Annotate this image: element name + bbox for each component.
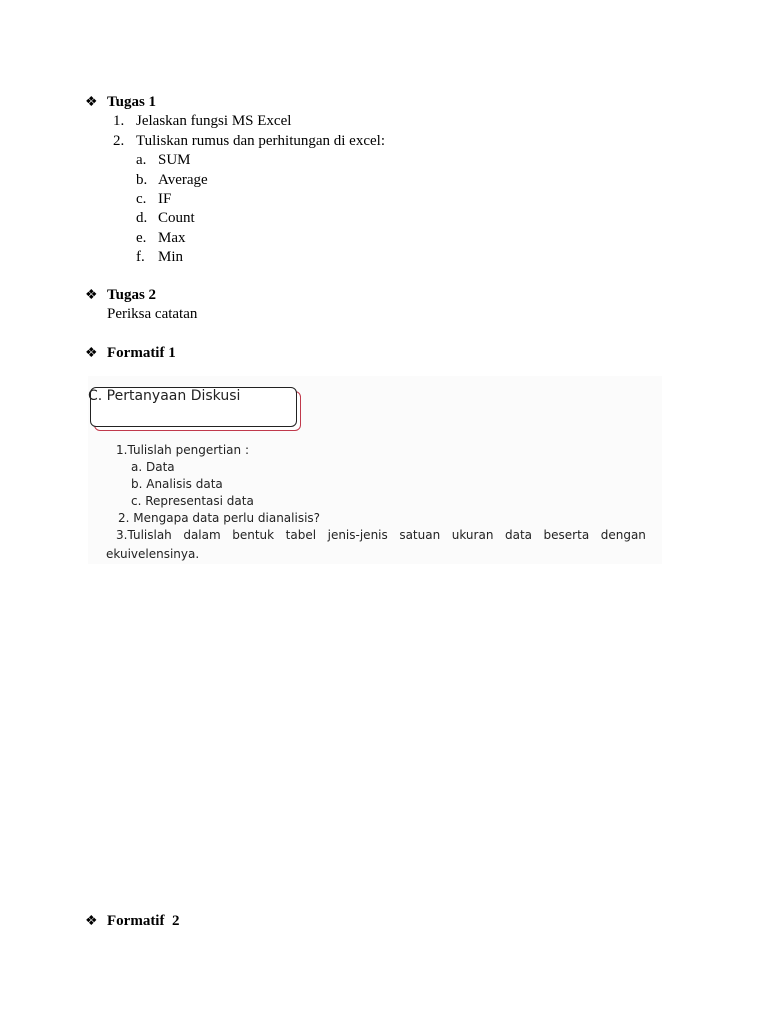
question-3-word: beserta [543, 528, 590, 542]
sublist-item: Min [158, 249, 184, 265]
sublist-item: SUM [158, 152, 191, 168]
sublist-item-marker: a. [136, 152, 147, 168]
question-3-word: data [504, 528, 532, 542]
question-3-word: tabel [285, 528, 317, 542]
sublist-item: Average [158, 172, 208, 188]
sublist-item-marker: f. [136, 249, 145, 265]
question-3-end: ekuivelensinya. [106, 547, 200, 561]
list-item-marker: 1. [113, 113, 125, 129]
question-3-word: satuan [399, 528, 441, 542]
question-3-line [116, 527, 646, 544]
question-1: 1.Tulislah pengertian : [116, 443, 249, 457]
section-body: Periksa catatan [107, 306, 198, 322]
diamond-bullet-icon: ❖ [85, 346, 98, 361]
section-title-formatif-1: Formatif 1 [107, 345, 176, 361]
question-3-word: bentuk [232, 528, 275, 542]
diamond-bullet-icon: ❖ [85, 914, 98, 929]
question-2: 2. Mengapa data perlu dianalisis? [118, 511, 321, 525]
sublist-item-marker: d. [136, 210, 148, 226]
diamond-bullet-icon: ❖ [85, 95, 98, 110]
diamond-bullet-icon: ❖ [85, 288, 98, 303]
question-1a: a. Data [131, 460, 175, 474]
sublist-item: IF [158, 191, 172, 207]
question-3-word: dalam [183, 528, 221, 542]
list-item-marker: 2. [113, 133, 125, 149]
sublist-item: Count [158, 210, 195, 226]
embedded-image [88, 376, 662, 564]
section-title-formatif-2: Formatif 2 [107, 913, 180, 929]
list-item: Jelaskan fungsi MS Excel [136, 113, 292, 129]
sublist-item-marker: b. [136, 172, 148, 188]
question-3-word: dengan [600, 528, 646, 542]
sublist-item-marker: e. [136, 230, 147, 246]
list-item: Tuliskan rumus dan perhitungan di excel: [136, 133, 385, 149]
question-3-word: jenis-jenis [327, 528, 388, 542]
question-3-word: 3.Tulislah [116, 528, 172, 542]
question-1b: b. Analisis data [131, 477, 223, 491]
sublist-item: Max [158, 230, 186, 246]
question-3-word: ukuran [451, 528, 494, 542]
section-title-tugas-1: Tugas 1 [107, 94, 157, 110]
sublist-item-marker: c. [136, 191, 147, 207]
embedded-heading: C. Pertanyaan Diskusi [88, 388, 241, 404]
section-title-tugas-2: Tugas 2 [107, 287, 157, 303]
question-1c: c. Representasi data [131, 494, 254, 508]
